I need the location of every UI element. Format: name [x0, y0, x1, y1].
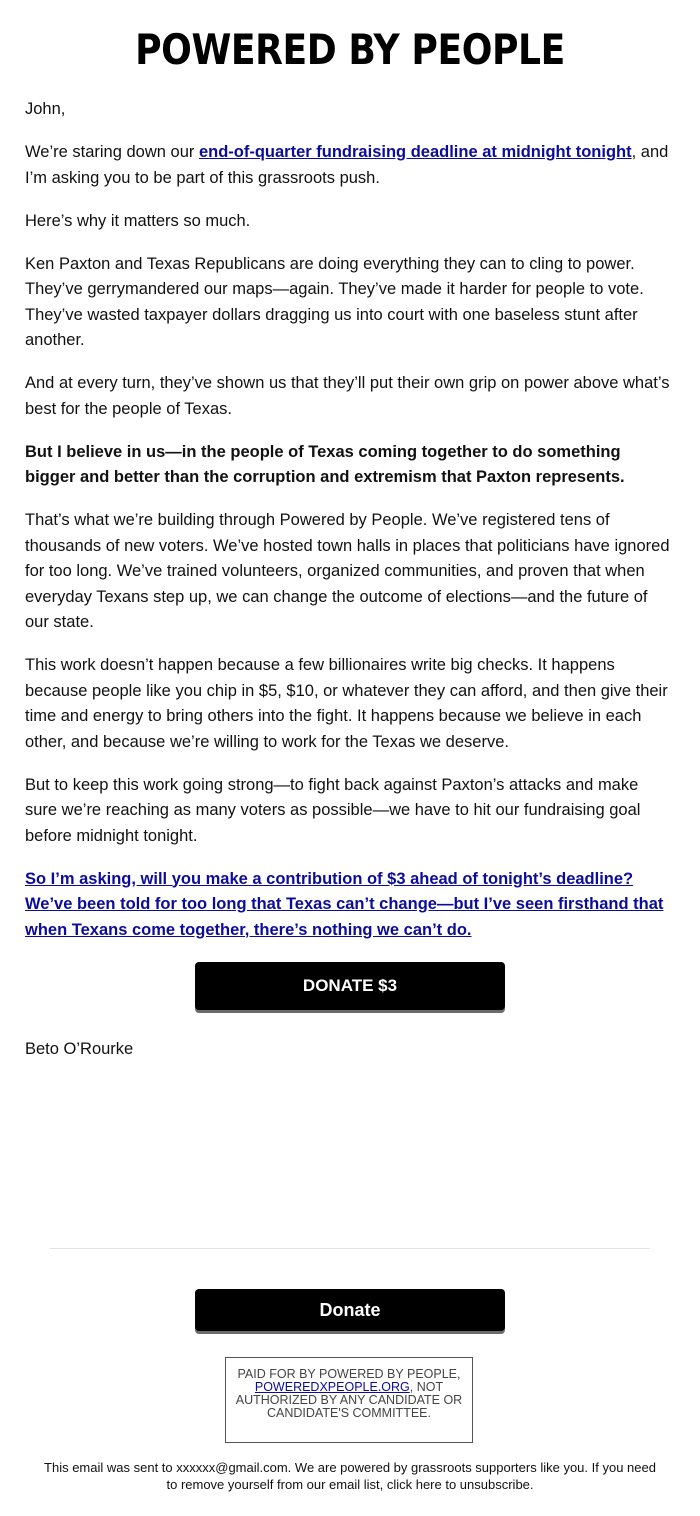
intro-text-before: We’re staring down our: [25, 143, 199, 161]
donate-3-button[interactable]: DONATE $3: [195, 962, 505, 1010]
email-disclaimer: This email was sent to xxxxxx@gmail.com. We are powered by grassroots supporters like you. If you need to remove yourself from our email list, click here to unsubscribe.: [44, 1460, 656, 1492]
website-link[interactable]: POWEREDXPEOPLE.ORG: [254, 1380, 410, 1394]
paragraph-goal: But to keep this work going strong—to fight back against Paxton’s attacks and make sure we’re reaching as many voters as possible—we have to hit our fundraising goal before midnight tonight.: [25, 775, 641, 845]
paid-for-text-after: , NOT AUTHORIZED BY ANY CANDIDATE OR CANDIDATE'S COMMITTEE.: [235, 1380, 463, 1420]
paragraph-paxton: Ken Paxton and Texas Republicans are doing everything they can to cling to power. They’ve gerrymandered our maps—again. They’ve made it harder for people to vote. They’ve wasted taxpayer dollars dragging us into court with one baseless stunt after another.: [25, 254, 644, 349]
paragraph-power: And at every turn, they’ve shown us that they’ll put their own grip on power above what’s best for the people of Texas.: [25, 374, 670, 418]
paragraph-belief: But I believe in us—in the people of Texas coming together to do something bigger and better than the corruption and extremism that Paxton represents.: [25, 442, 625, 486]
contribution-ask-link[interactable]: So I’m asking, will you make a contribution of $3 ahead of tonight’s deadline? We’ve been told for too long that Texas can’t change—but I’ve seen firsthand that when Texans come together, there’s nothing we can’t do.: [25, 869, 664, 939]
paragraph-ask: [25, 867, 670, 944]
intro-text-after: , and I’m asking you to be part of this grassroots push.: [25, 143, 669, 187]
paragraph-building: That’s what we’re building through Powered by People. We’ve registered tens of thousands of new voters. We’ve hosted town halls in places that politicians have ignored for too long. We’ve trained volunteers, organized communities, and proven that when everyday Texans step up, we can change the outcome of elections—and the future of our state.: [25, 511, 670, 631]
signature: Beto O’Rourke: [25, 1040, 134, 1058]
paragraph-grassroots: This work doesn’t happen because a few billionaires write big checks. It happens because people like you chip in $5, $10, or whatever they can afford, and then give their time and energy to bring others into the fight. It happens because we believe in each other, and because we’re willing to work for the Texas we deserve.: [25, 656, 668, 751]
footer-divider: [50, 1248, 650, 1249]
paid-for-box: [225, 1357, 473, 1443]
paid-for-text-before: PAID FOR BY POWERED BY PEOPLE,: [237, 1367, 461, 1381]
paragraph-intro: [25, 140, 670, 191]
email-body: [25, 97, 670, 961]
deadline-link[interactable]: end-of-quarter fundraising deadline at midnight tonight: [198, 143, 632, 161]
greeting: John,: [25, 100, 66, 118]
paragraph-why: Here’s why it matters so much.: [25, 211, 251, 230]
brand-logo: POWERED BY PEOPLE: [135, 25, 565, 74]
footer-donate-button[interactable]: Donate: [195, 1289, 505, 1331]
